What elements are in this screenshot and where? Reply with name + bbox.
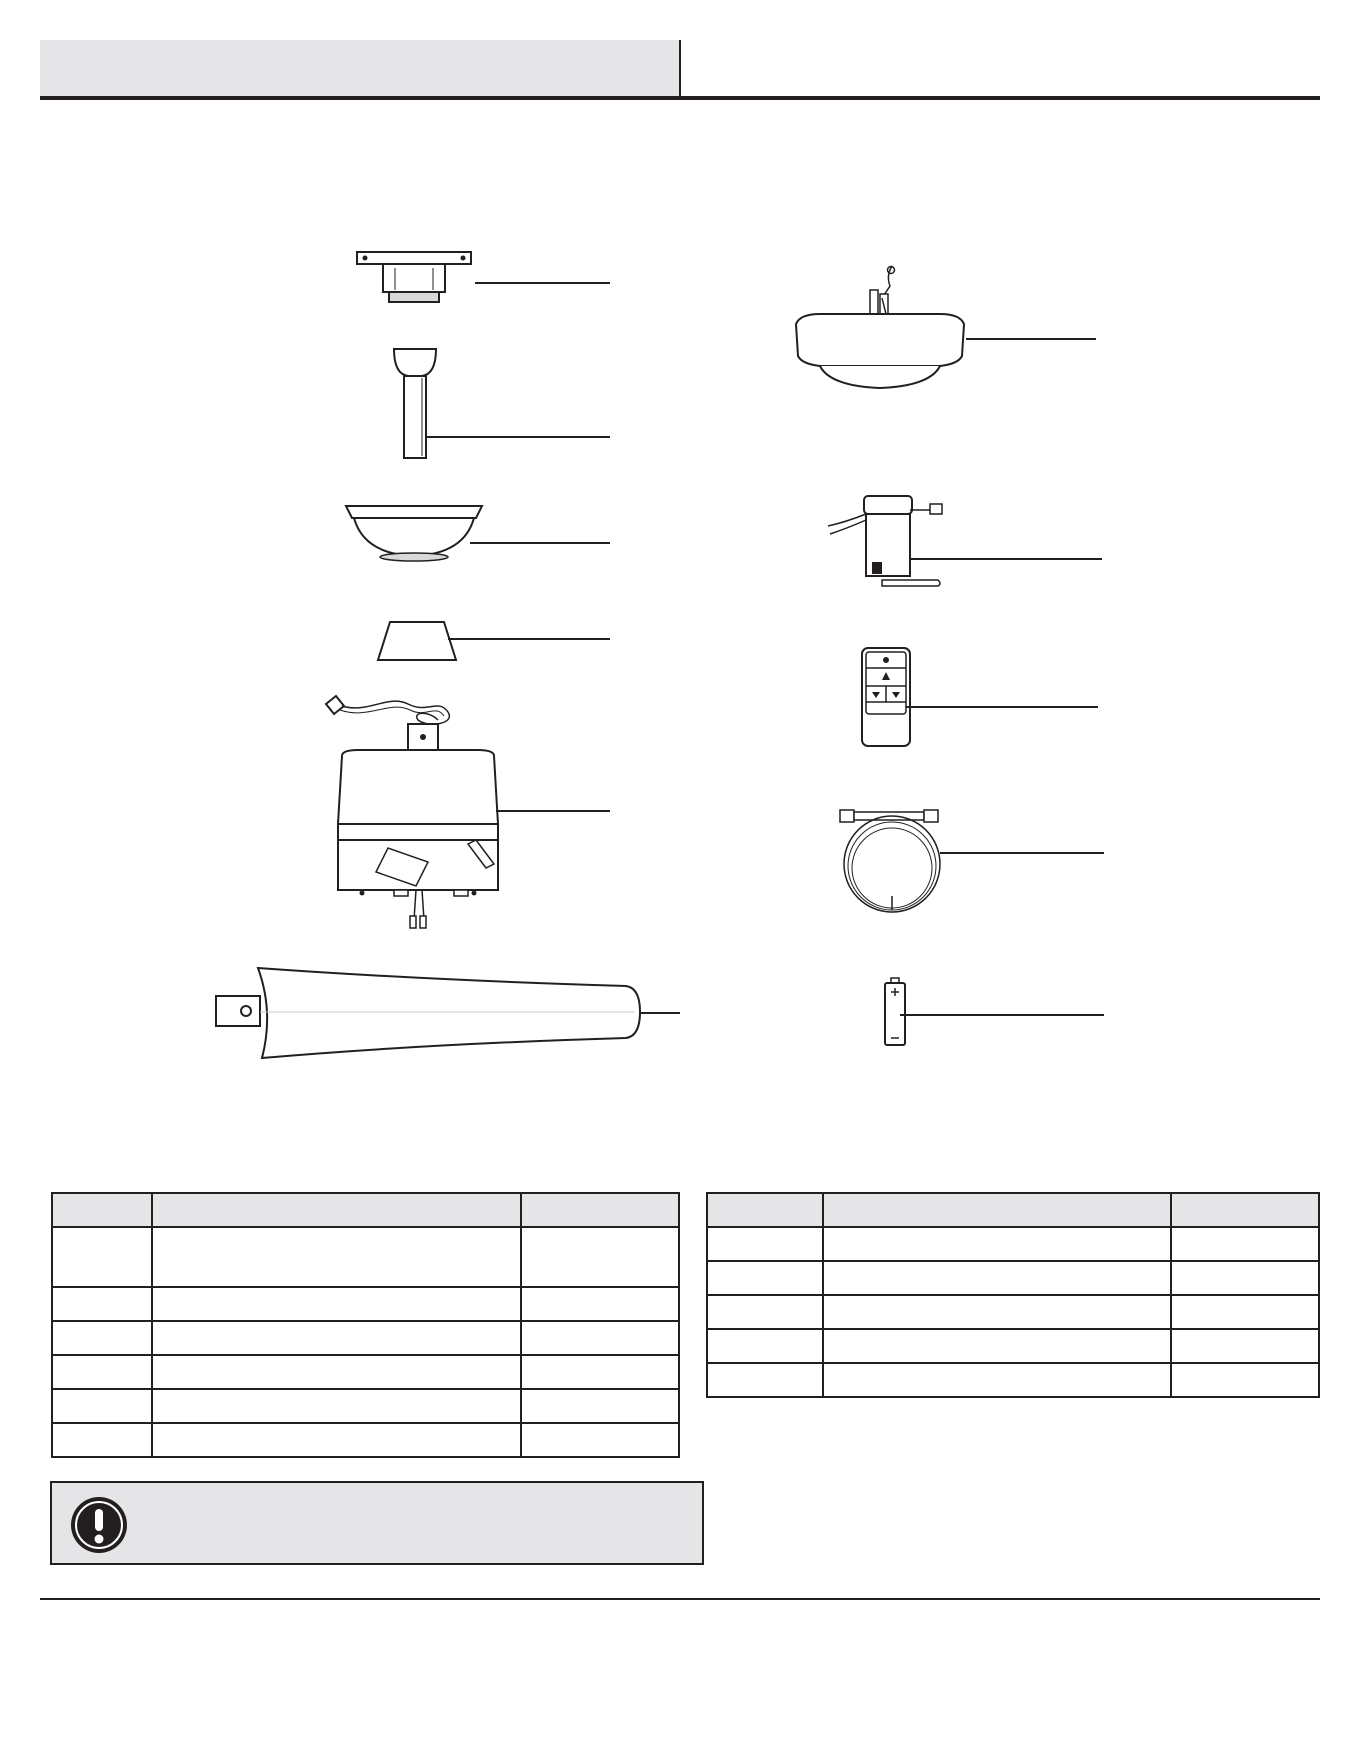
table-cell <box>707 1329 823 1363</box>
table-cell <box>152 1227 522 1287</box>
table-cell <box>1171 1295 1319 1329</box>
table-cell <box>1171 1329 1319 1363</box>
table-cell <box>52 1423 152 1457</box>
table-row <box>52 1423 679 1457</box>
table-cell <box>823 1227 1172 1261</box>
table-row <box>707 1295 1319 1329</box>
exclamation-circle-icon <box>69 1495 129 1555</box>
table-row <box>707 1329 1319 1363</box>
mounting-bracket-illustration <box>355 248 475 304</box>
leader-line <box>910 558 1102 560</box>
table-header-cell <box>52 1193 152 1227</box>
table-header-cell <box>823 1193 1172 1227</box>
leader-line <box>640 1012 680 1014</box>
remote-control-illustration <box>860 646 912 748</box>
table-cell <box>707 1227 823 1261</box>
footer-rule <box>40 1598 1320 1600</box>
table-header-row <box>707 1193 1319 1227</box>
table-row <box>52 1287 679 1321</box>
table-header-row <box>52 1193 679 1227</box>
table-row <box>707 1227 1319 1261</box>
table-cell <box>707 1363 823 1397</box>
table-cell <box>521 1227 679 1287</box>
light-kit-illustration <box>790 264 970 394</box>
table-row <box>52 1321 679 1355</box>
header-title-box <box>40 40 681 96</box>
canopy-illustration <box>344 504 484 564</box>
table-cell <box>707 1295 823 1329</box>
table-row <box>707 1363 1319 1397</box>
leader-line <box>470 542 610 544</box>
table-cell <box>152 1389 522 1423</box>
table-cell <box>521 1287 679 1321</box>
table-header-cell <box>521 1193 679 1227</box>
table-cell <box>521 1321 679 1355</box>
table-cell <box>152 1287 522 1321</box>
table-cell <box>52 1227 152 1287</box>
leader-line <box>906 706 1098 708</box>
table-cell <box>823 1329 1172 1363</box>
table-cell <box>823 1295 1172 1329</box>
canopy-cover-illustration <box>376 620 458 662</box>
table-row <box>707 1261 1319 1295</box>
table-cell <box>152 1423 522 1457</box>
table-cell <box>52 1287 152 1321</box>
table-cell <box>52 1321 152 1355</box>
leader-line <box>966 338 1096 340</box>
downrod-illustration <box>392 346 438 460</box>
table-cell <box>1171 1363 1319 1397</box>
parts-table-left <box>51 1192 680 1458</box>
table-cell <box>1171 1227 1319 1261</box>
receiver-illustration <box>826 492 946 588</box>
extension-wire-illustration <box>838 800 946 918</box>
leader-line <box>426 436 610 438</box>
table-cell <box>521 1389 679 1423</box>
leader-line <box>496 810 610 812</box>
table-cell <box>521 1423 679 1457</box>
note-box <box>50 1481 704 1565</box>
table-cell <box>707 1261 823 1295</box>
leader-line <box>448 638 610 640</box>
table-row <box>52 1227 679 1287</box>
table-row <box>52 1389 679 1423</box>
motor-assembly-illustration <box>318 694 516 934</box>
table-cell <box>52 1389 152 1423</box>
table-cell <box>823 1363 1172 1397</box>
table-cell <box>521 1355 679 1389</box>
fan-blade-illustration <box>214 966 644 1060</box>
table-header-cell <box>152 1193 522 1227</box>
leader-line <box>940 852 1104 854</box>
table-cell <box>823 1261 1172 1295</box>
table-header-cell <box>1171 1193 1319 1227</box>
table-cell <box>152 1355 522 1389</box>
table-header-cell <box>707 1193 823 1227</box>
header-rule <box>40 96 1320 100</box>
table-cell <box>152 1321 522 1355</box>
leader-line <box>900 1014 1104 1016</box>
table-row <box>52 1355 679 1389</box>
table-cell <box>52 1355 152 1389</box>
leader-line <box>475 282 610 284</box>
parts-table-right <box>706 1192 1320 1398</box>
battery-illustration <box>882 976 908 1048</box>
table-cell <box>1171 1261 1319 1295</box>
